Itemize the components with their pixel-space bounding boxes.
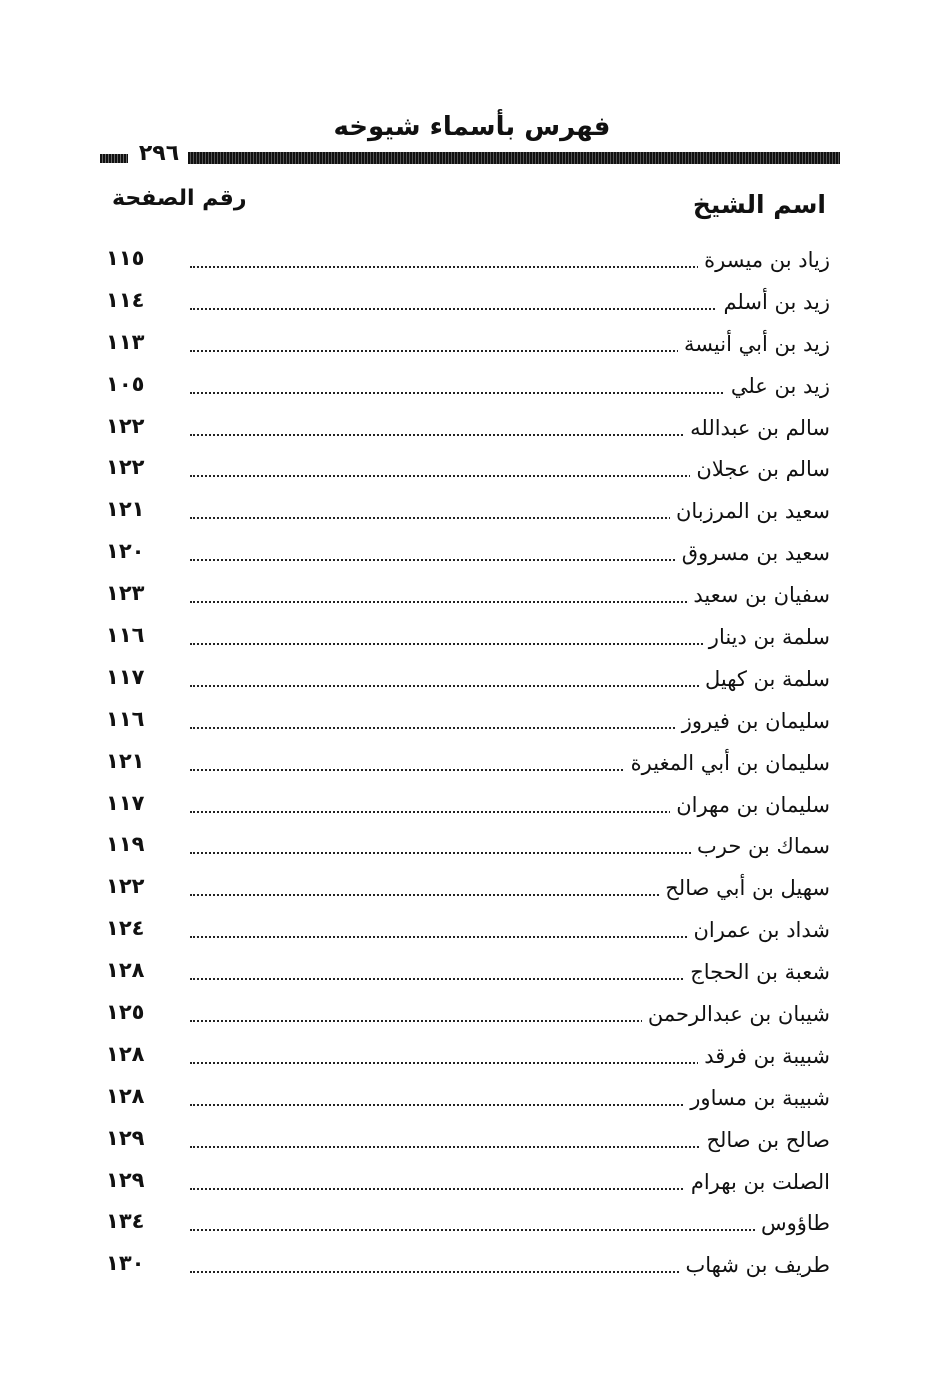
header-rule-left	[100, 154, 128, 163]
index-entry	[100, 994, 830, 1036]
entry-page-number: ١١٧	[106, 664, 145, 689]
index-entry	[100, 449, 830, 491]
entry-page-number: ١٢١	[106, 497, 145, 522]
index-entry	[100, 575, 830, 617]
index-entry	[100, 408, 830, 450]
index-entry	[100, 1078, 830, 1120]
entry-page-number: ١١٥	[106, 246, 145, 270]
entry-page-number: ١٢٨	[106, 958, 145, 983]
entry-name: زياد بن ميسرة	[698, 248, 830, 272]
entry-name: سهيل بن أبي صالح	[659, 876, 830, 900]
entry-name: زيد بن أسلم	[717, 290, 830, 314]
entry-name: سعيد بن المرزبان	[670, 499, 830, 523]
entry-name: سليمان بن مهران	[670, 793, 830, 817]
index-entry	[100, 1203, 830, 1245]
entry-name: طريف بن شهاب	[679, 1253, 830, 1277]
entry-name: صالح بن صالح	[700, 1128, 830, 1152]
index-entry	[100, 1245, 830, 1287]
entry-page-number: ١١٧	[106, 790, 145, 815]
header-rule	[188, 152, 840, 164]
entry-name: شبيبة بن فرقد	[698, 1044, 830, 1068]
entry-page-number: ١٣٤	[106, 1209, 145, 1234]
entry-page-number: ١١٣	[106, 329, 145, 354]
entry-name: سماك بن حرب	[691, 834, 830, 858]
entry-name: شبيبة بن مساور	[684, 1086, 830, 1110]
index-entry	[100, 324, 830, 366]
index-entry	[100, 366, 830, 408]
entry-page-number: ١٢٢	[106, 413, 145, 438]
entry-name: سالم بن عبدالله	[684, 416, 830, 440]
entry-page-number: ١٢١	[106, 748, 145, 773]
entry-page-number: ١٢٩	[106, 1125, 145, 1150]
index-entries	[100, 240, 830, 1287]
entry-name: طاؤوس	[755, 1211, 830, 1235]
index-entry	[100, 868, 830, 910]
entry-page-number: ١٢٠	[106, 539, 145, 564]
entry-page-number: ١٢٩	[106, 1167, 145, 1192]
index-entry	[100, 491, 830, 533]
entry-page-number: ١٢٥	[106, 1000, 145, 1025]
dot-leader	[190, 1215, 830, 1231]
entry-page-number: ١٢٨	[106, 1083, 145, 1108]
entry-page-number: ١٢٢	[106, 874, 145, 899]
entry-name: سعيد بن مسروق	[676, 541, 830, 565]
entry-page-number: ١١٦	[106, 706, 145, 731]
entry-name: شداد بن عمران	[688, 918, 831, 942]
page-number: ٢٩٦	[138, 141, 180, 166]
index-entry	[100, 701, 830, 743]
index-entry	[100, 617, 830, 659]
index-entry	[100, 1036, 830, 1078]
entry-page-number: ١٣٠	[106, 1251, 145, 1276]
entry-page-number: ١٢٣	[106, 581, 145, 606]
index-entry	[100, 240, 830, 282]
entry-name: سالم بن عجلان	[690, 457, 830, 481]
entry-name: سليمان بن أبي المغيرة	[625, 751, 830, 775]
index-entry	[100, 1162, 830, 1204]
index-entry	[100, 910, 830, 952]
index-entry	[100, 282, 830, 324]
entry-name: زيد بن أبي أنيسة	[678, 332, 830, 356]
column-header-page: رقم الصفحة	[112, 186, 247, 211]
entry-page-number: ١١٦	[106, 623, 145, 648]
entry-name: شعبة بن الحجاج	[684, 960, 830, 984]
running-title: فهرس بأسماء شيوخه	[333, 112, 611, 142]
entry-name: الصلت بن بهرام	[685, 1170, 830, 1194]
entry-page-number: ١١٩	[106, 832, 145, 857]
index-entry	[100, 533, 830, 575]
entry-name: سلمة بن دينار	[703, 625, 830, 649]
entry-page-number: ١٢٨	[106, 1041, 145, 1066]
entry-page-number: ١١٤	[106, 287, 145, 312]
index-entry	[100, 1120, 830, 1162]
entry-name: سفيان بن سعيد	[687, 583, 830, 607]
index-entry	[100, 743, 830, 785]
index-entry	[100, 785, 830, 827]
entry-name: زيد بن علي	[725, 374, 830, 398]
column-header-name: اسم الشيخ	[692, 190, 826, 219]
index-entry	[100, 826, 830, 868]
entry-name: شيبان بن عبدالرحمن	[642, 1002, 830, 1026]
entry-page-number: ١٠٥	[106, 371, 145, 396]
index-entry	[100, 659, 830, 701]
entry-name: سلمة بن كهيل	[699, 667, 830, 691]
entry-name: سليمان بن فيروز	[676, 709, 830, 733]
entry-page-number: ١٢٤	[106, 916, 145, 941]
entry-page-number: ١٢٢	[106, 455, 145, 480]
index-entry	[100, 952, 830, 994]
